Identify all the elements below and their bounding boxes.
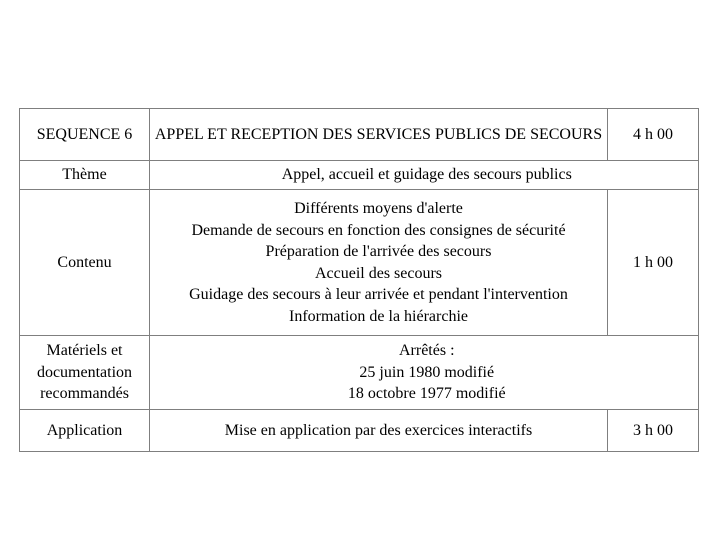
contenu-line: Accueil des secours xyxy=(314,264,443,282)
table-row-application xyxy=(20,410,699,452)
contenu-line: Demande de secours en fonction des consignes de sécurité xyxy=(191,221,566,239)
table-row-sequence xyxy=(20,109,699,161)
application-duration: 3 h 00 xyxy=(608,410,699,452)
sequence-table xyxy=(19,108,699,452)
table-row-contenu xyxy=(20,190,699,336)
contenu-line: Guidage des secours à leur arrivée et pendant l'intervention xyxy=(189,286,568,303)
table-row-theme xyxy=(20,161,699,190)
materiels-line: Arrêtés : xyxy=(398,342,455,360)
materiels-text xyxy=(348,340,506,405)
contenu-label: Contenu xyxy=(20,190,150,336)
application-text: Mise en application par des exercices interactifs xyxy=(150,410,608,452)
contenu-line: Information de la hiérarchie xyxy=(288,307,469,325)
theme-label: Thème xyxy=(20,161,150,190)
table-row-materiels xyxy=(20,336,699,410)
theme-text: Appel, accueil et guidage des secours publics xyxy=(281,166,572,184)
theme-cell xyxy=(150,161,608,190)
materiels-line: 18 octobre 1977 modifié xyxy=(347,385,506,403)
sequence-title: APPEL ET RECEPTION DES SERVICES PUBLICS DE SECOURS xyxy=(150,109,608,161)
contenu-duration: 1 h 00 xyxy=(608,190,699,336)
contenu-line: Préparation de l'arrivée des secours xyxy=(265,243,492,260)
contenu-line: Différents moyens d'alerte xyxy=(294,200,463,217)
sequence-duration: 4 h 00 xyxy=(608,109,699,161)
contenu-cell xyxy=(150,190,608,336)
sequence-label: SEQUENCE 6 xyxy=(20,109,150,161)
materiels-empty-cell xyxy=(608,336,699,410)
materiels-line: 25 juin 1980 modifié xyxy=(359,363,495,381)
materiels-label: Matériels et documentation recommandés xyxy=(20,336,150,410)
materiels-cell xyxy=(150,336,608,410)
theme-empty-cell xyxy=(608,161,699,190)
application-label: Application xyxy=(20,410,150,452)
